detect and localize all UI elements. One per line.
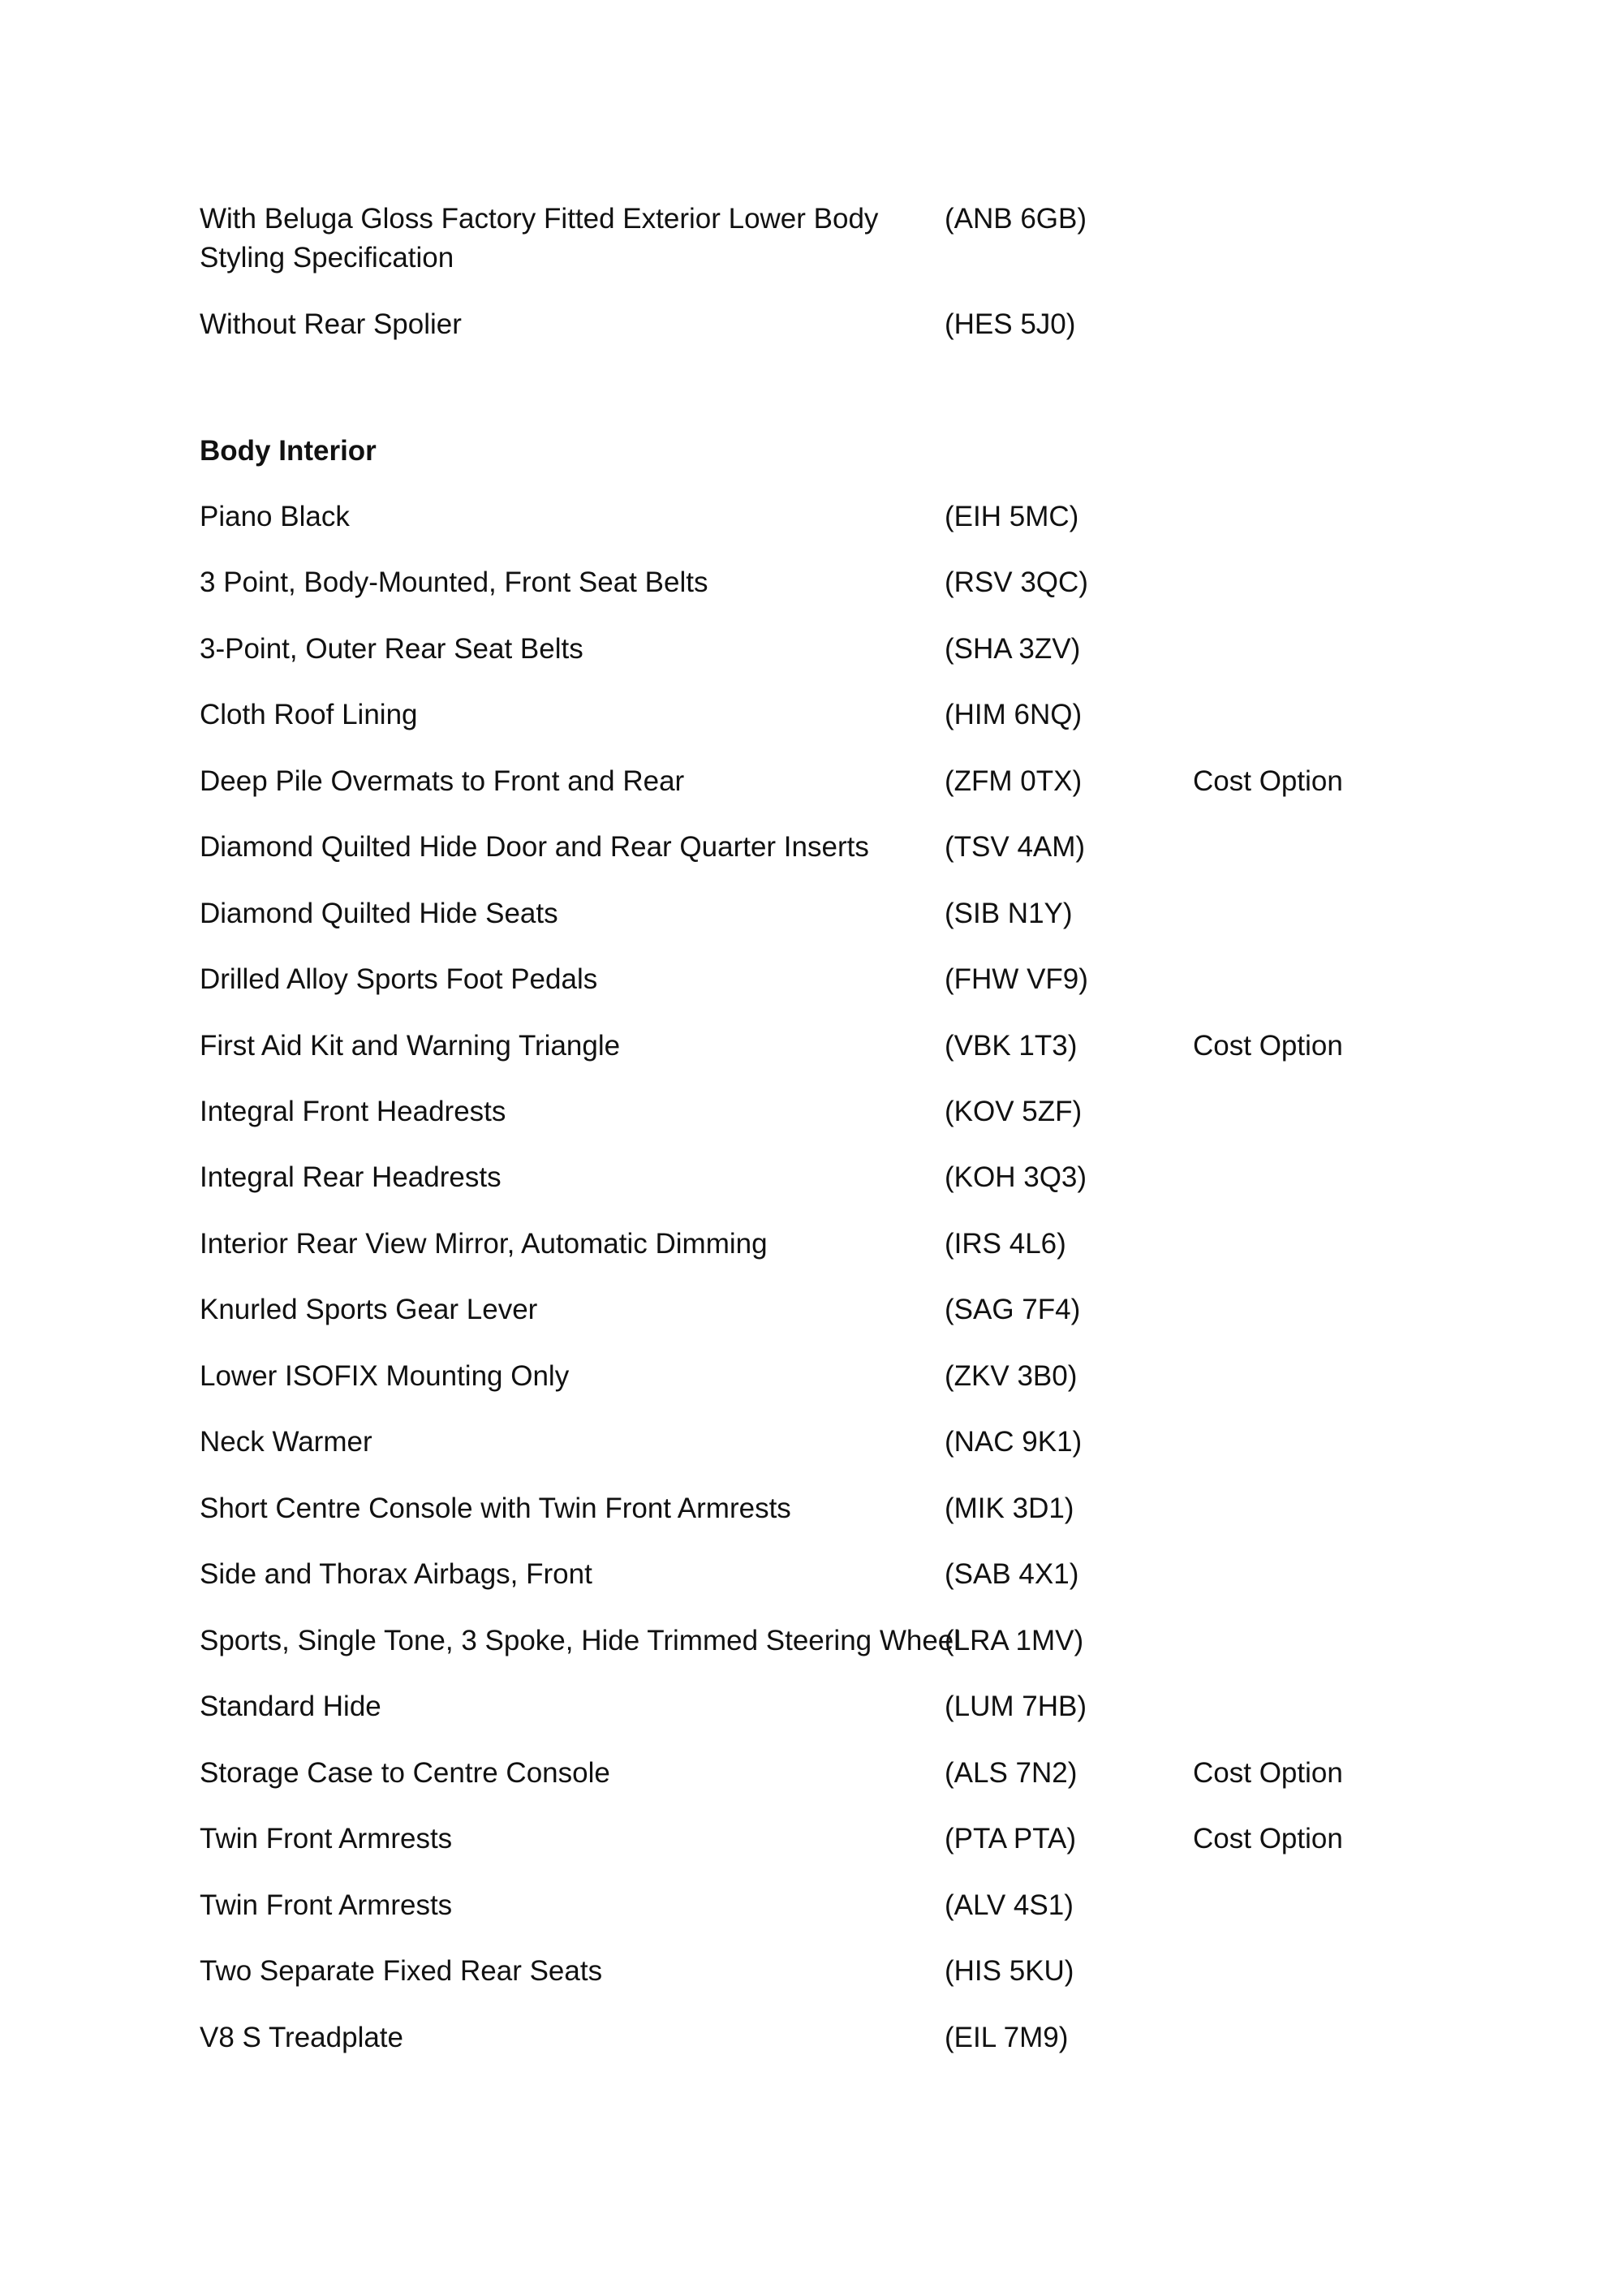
cost-option-label: Cost Option (1193, 1823, 1343, 1854)
spec-code: (SIB N1Y) (945, 898, 1073, 929)
cost-option-label: Cost Option (1193, 1757, 1343, 1789)
spec-description: Diamond Quilted Hide Seats (200, 898, 558, 929)
spec-description: Twin Front Armrests (200, 1889, 453, 1921)
spec-description: Two Separate Fixed Rear Seats (200, 1955, 603, 1987)
spec-description: Drilled Alloy Sports Foot Pedals (200, 963, 598, 995)
cost-option-label: Cost Option (1193, 765, 1343, 797)
spec-code: (TSV 4AM) (945, 831, 1086, 863)
section-heading: Body Interior (200, 435, 377, 467)
spec-code: (HIM 6NQ) (945, 699, 1083, 730)
spec-code: (SAG 7F4) (945, 1294, 1081, 1325)
spec-code: (VBK 1T3) (945, 1030, 1078, 1062)
spec-description: Sports, Single Tone, 3 Spoke, Hide Trimmed Steering Wheel (200, 1625, 961, 1656)
spec-code: (RSV 3QC) (945, 566, 1088, 598)
spec-code: (ANB 6GB) (945, 203, 1087, 235)
spec-code: (ZFM 0TX) (945, 765, 1083, 797)
spec-description: Interior Rear View Mirror, Automatic Dimming (200, 1228, 768, 1260)
spec-code: (EIL 7M9) (945, 2022, 1069, 2053)
spec-description: Neck Warmer (200, 1426, 372, 1458)
spec-description: 3-Point, Outer Rear Seat Belts (200, 633, 583, 665)
spec-code: (FHW VF9) (945, 963, 1088, 995)
spec-code: (NAC 9K1) (945, 1426, 1083, 1458)
spec-code: (ZKV 3B0) (945, 1360, 1078, 1392)
spec-description: Storage Case to Centre Console (200, 1757, 610, 1789)
spec-code: (PTA PTA) (945, 1823, 1077, 1854)
cost-option-label: Cost Option (1193, 1030, 1343, 1062)
spec-description: Piano Black (200, 501, 350, 532)
spec-code: (ALS 7N2) (945, 1757, 1078, 1789)
spec-description: Lower ISOFIX Mounting Only (200, 1360, 570, 1392)
spec-code: (IRS 4L6) (945, 1228, 1066, 1260)
spec-code: (SAB 4X1) (945, 1558, 1079, 1590)
spec-description: Side and Thorax Airbags, Front (200, 1558, 592, 1590)
spec-code: (KOV 5ZF) (945, 1096, 1083, 1127)
spec-description: Diamond Quilted Hide Door and Rear Quarter Inserts (200, 831, 869, 863)
spec-description: First Aid Kit and Warning Triangle (200, 1030, 621, 1062)
spec-description: Short Centre Console with Twin Front Armrests (200, 1493, 791, 1524)
spec-code: (ALV 4S1) (945, 1889, 1074, 1921)
spec-code: (KOH 3Q3) (945, 1161, 1087, 1193)
spec-description: Integral Rear Headrests (200, 1161, 502, 1193)
spec-code: (LUM 7HB) (945, 1691, 1087, 1722)
spec-code: (HIS 5KU) (945, 1955, 1074, 1987)
spec-description: Without Rear Spolier (200, 308, 462, 340)
spec-description: Twin Front Armrests (200, 1823, 453, 1854)
spec-code: (EIH 5MC) (945, 501, 1079, 532)
spec-code: (LRA 1MV) (945, 1625, 1084, 1656)
spec-code: (HES 5J0) (945, 308, 1076, 340)
spec-description: With Beluga Gloss Factory Fitted Exterior Lower Body Styling Specification (200, 203, 879, 274)
spec-description: 3 Point, Body-Mounted, Front Seat Belts (200, 566, 708, 598)
spec-description: V8 S Treadplate (200, 2022, 403, 2053)
spec-description: Knurled Sports Gear Lever (200, 1294, 538, 1325)
spec-code: (SHA 3ZV) (945, 633, 1081, 665)
spec-description: Integral Front Headrests (200, 1096, 506, 1127)
spec-description: Standard Hide (200, 1691, 381, 1722)
spec-code: (MIK 3D1) (945, 1493, 1074, 1524)
spec-description: Cloth Roof Lining (200, 699, 418, 730)
spec-description: Deep Pile Overmats to Front and Rear (200, 765, 685, 797)
